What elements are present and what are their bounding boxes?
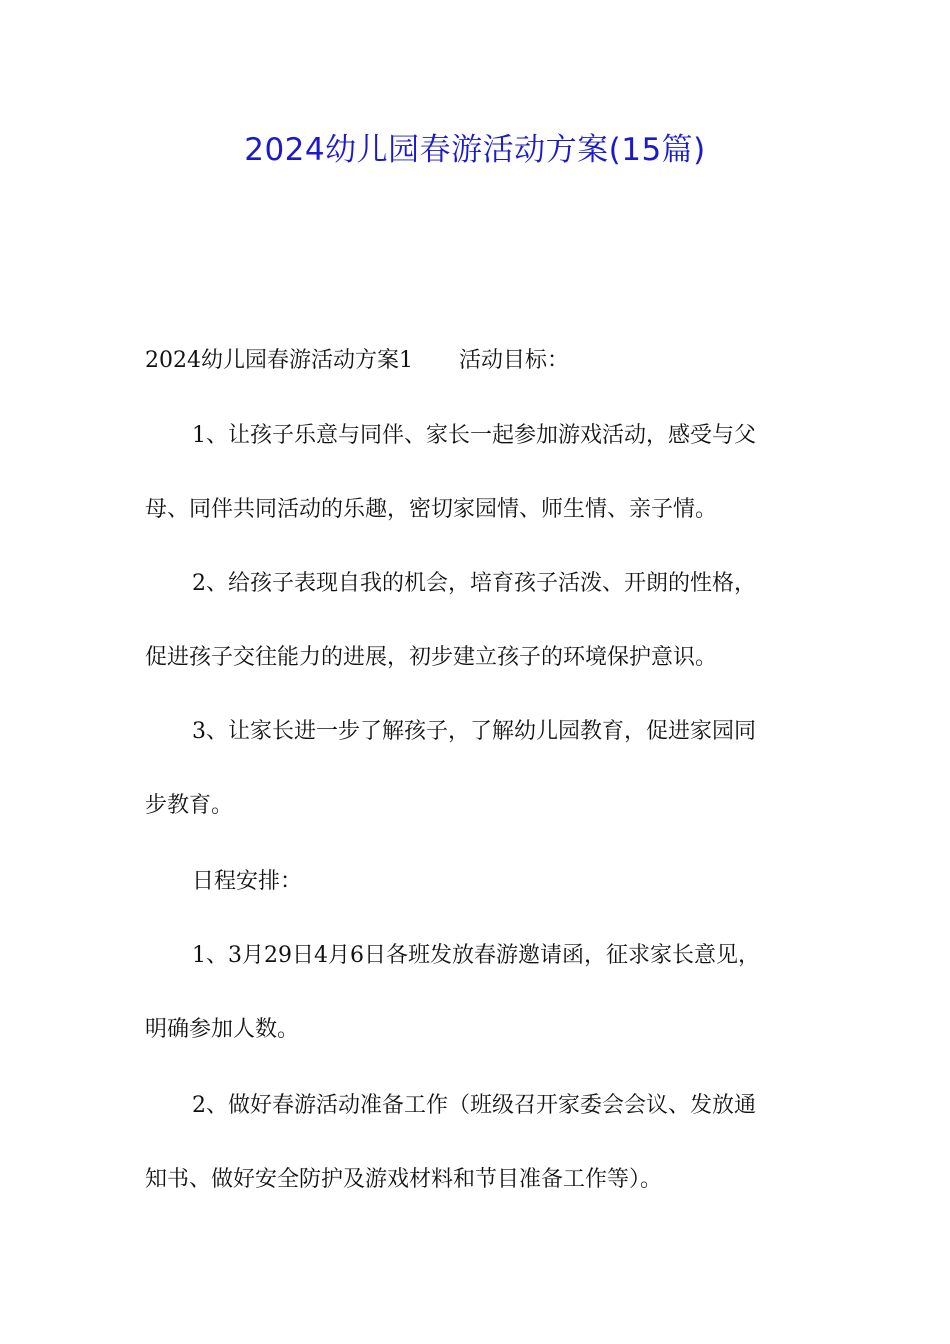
paragraph-line: 3、让家长进一步了解孩子，了解幼儿园教育，促进家园同: [192, 719, 756, 744]
paragraph-line: 步教育。: [145, 793, 234, 818]
section-heading: 2024幼儿园春游活动方案1: [145, 348, 413, 373]
paragraph-line: 母、同伴共同活动的乐趣，密切家园情、师生情、亲子情。: [145, 497, 718, 522]
paragraph-line: 知书、做好安全防护及游戏材料和节目准备工作等）。: [145, 1167, 663, 1192]
paragraph-line: 1、让孩子乐意与同伴、家长一起参加游戏活动，感受与父: [192, 423, 756, 448]
section-heading-line: [145, 345, 569, 377]
paragraph-line: 2、给孩子表现自我的机会，培育孩子活泼、开朗的性格，: [192, 571, 756, 596]
schedule-heading: 日程安排：: [192, 869, 303, 894]
paragraph-line: 1、3月29日4月6日各班发放春游邀请函，征求家长意见，: [192, 943, 760, 968]
goal-label: 活动目标：: [459, 348, 570, 373]
paragraph-line: 明确参加人数。: [145, 1017, 300, 1042]
paragraph-line: 促进孩子交往能力的进展，初步建立孩子的环境保护意识。: [145, 645, 718, 670]
document-title: 2024幼儿园春游活动方案(15篇): [244, 132, 706, 168]
paragraph-line: 2、做好春游活动准备工作（班级召开家委会会议、发放通: [192, 1093, 756, 1118]
